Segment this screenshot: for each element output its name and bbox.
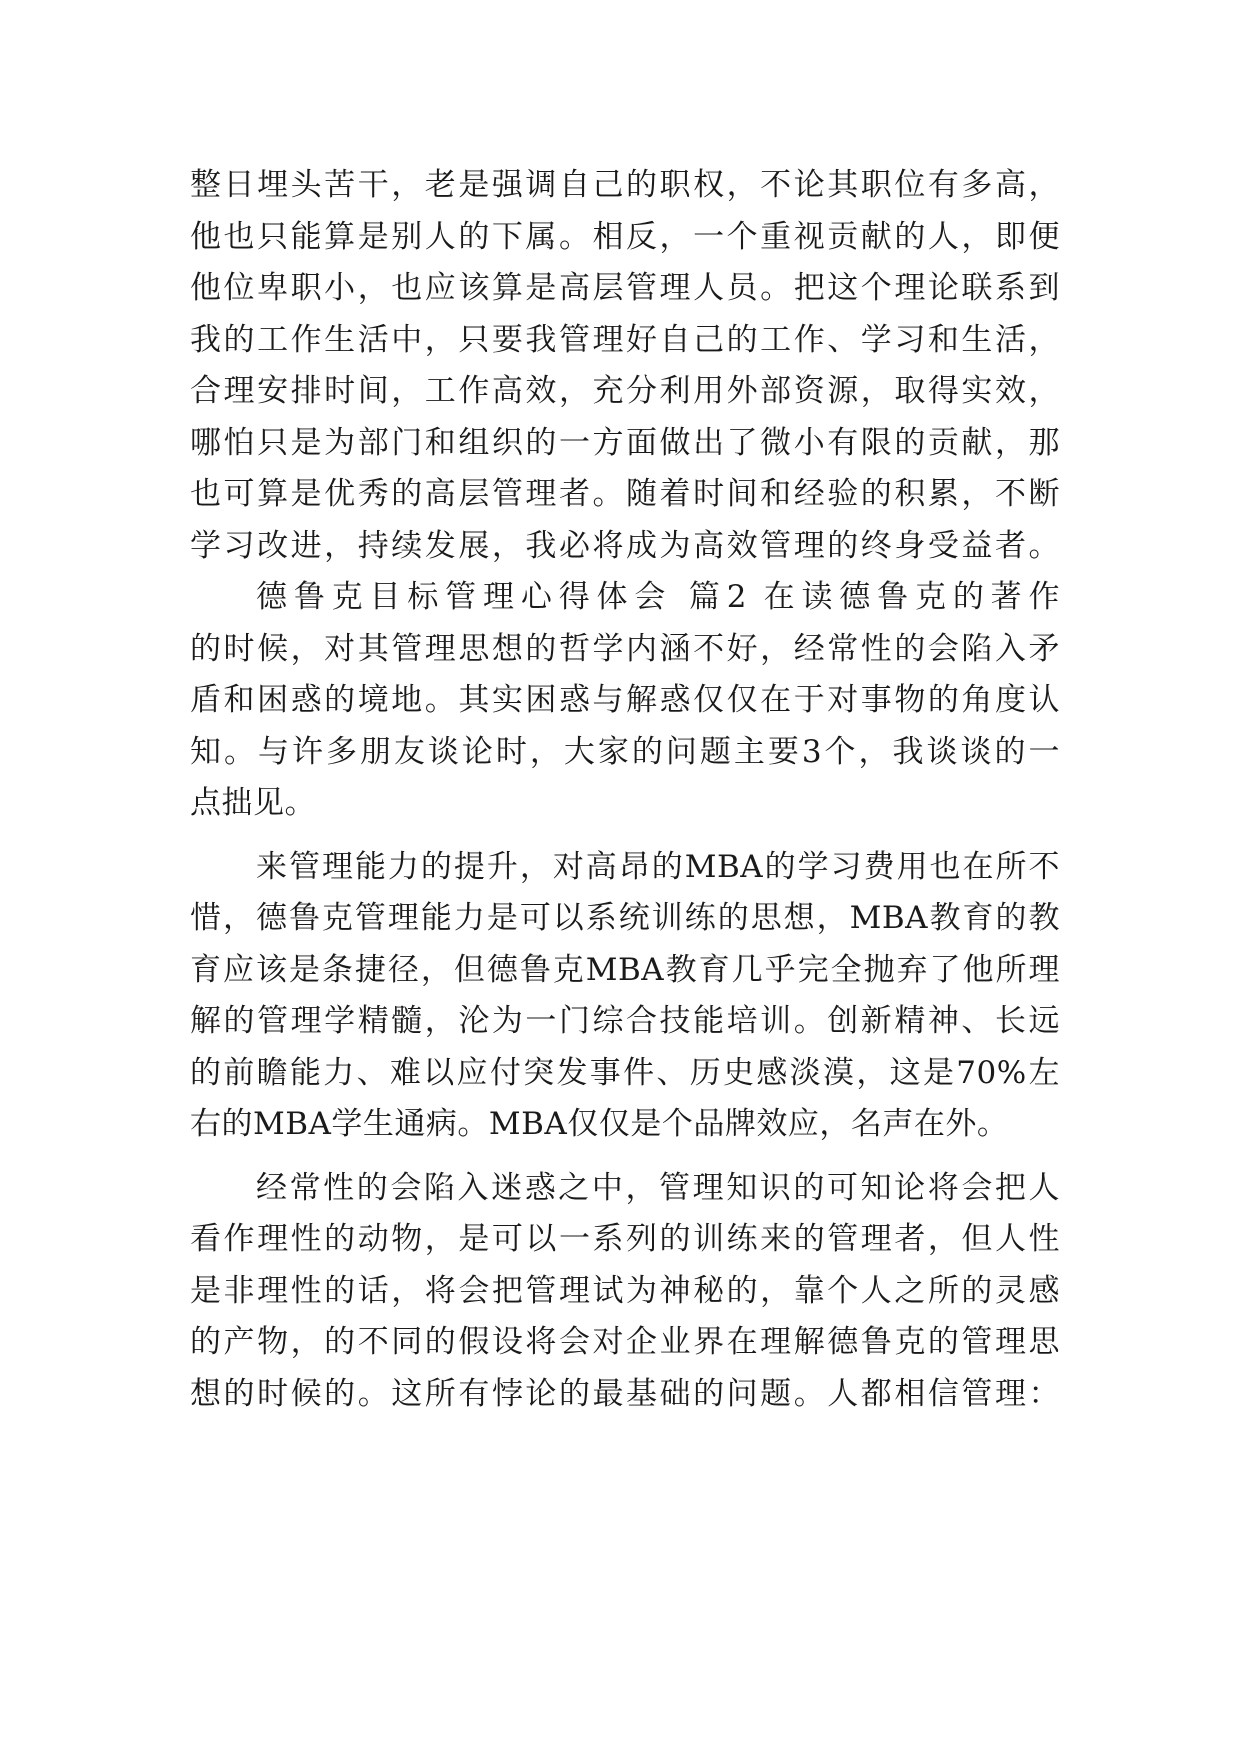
text-line: 解的管理学精髓，沦为一门综合技能培训。创新精神、长远 (190, 1003, 1060, 1039)
text-line: 他也只能算是别人的下属。相反，一个重视贡献的人，即便 (190, 218, 1060, 255)
text-line: 育应该是条捷径，但德鲁克MBA教育几乎完全抛弃了他所理 (190, 951, 1060, 988)
text-line: 来管理能力的提升，对高昂的MBA的学习费用也在所不 (256, 848, 1060, 885)
text-line: 哪怕只是为部门和组织的一方面做出了微小有限的贡献，那 (190, 424, 1060, 461)
text-line: 经常性的会陷入迷惑之中，管理知识的可知论将会把人 (256, 1169, 1060, 1206)
text-line: 学习改进，持续发展，我必将成为高效管理的终身受益者。 (190, 527, 1060, 564)
text-line: 是非理性的话，将会把管理试为神秘的，靠个人之所的灵感 (190, 1272, 1060, 1309)
text-line: 合理安排时间，工作高效，充分利用外部资源，取得实效， (190, 373, 1060, 409)
text-line: 他位卑职小，也应该算是高层管理人员。把这个理论联系到 (190, 270, 1060, 306)
text-line: 的产物，的不同的假设将会对企业界在理解德鲁克的管理思 (190, 1324, 1060, 1360)
text-line: 想的时候的。这所有悖论的最基础的问题。人都相信管理： (190, 1375, 1060, 1412)
text-line: 看作理性的动物，是可以一系列的训练来的管理者，但人性 (190, 1221, 1060, 1257)
text-line: 盾和困惑的境地。其实困惑与解惑仅仅在于对事物的角度认 (190, 682, 1060, 718)
text-line: 整日埋头苦干，老是强调自己的职权，不论其职位有多高， (190, 167, 1060, 203)
text-line: 也可算是优秀的高层管理者。随着时间和经验的积累，不断 (190, 476, 1060, 512)
section-heading-line: 德鲁克目标管理心得体会 篇2 在读德鲁克的著作 (256, 579, 1060, 615)
text-line: 我的工作生活中，只要我管理好自己的工作、学习和生活， (190, 321, 1060, 358)
text-line: 惜，德鲁克管理能力是可以系统训练的思想，MBA教育的教 (190, 900, 1060, 936)
document-body (190, 160, 1060, 1420)
text-line: 知。与许多朋友谈论时，大家的问题主要3个，我谈谈的一 (190, 733, 1060, 770)
text-line: 右的MBA学生通病。MBA仅仅是个品牌效应，名声在外。 (190, 1106, 1009, 1142)
text-line: 点拙见。 (190, 785, 316, 821)
text-line: 的时候，对其管理思想的哲学内涵不好，经常性的会陷入矛 (190, 630, 1060, 667)
text-line: 的前瞻能力、难以应付突发事件、历史感淡漠，这是70%左 (190, 1054, 1060, 1091)
